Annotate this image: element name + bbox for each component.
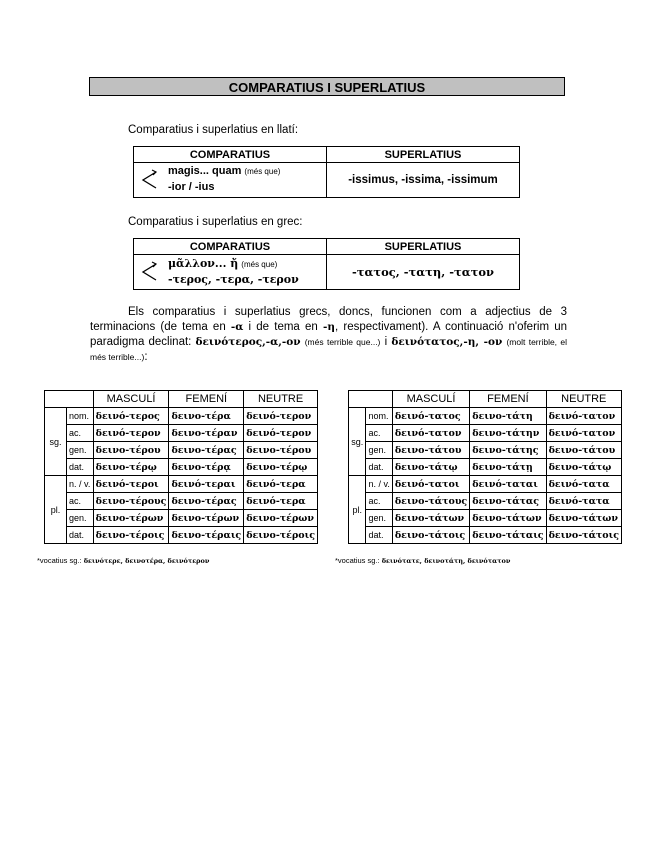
table-row <box>45 510 318 527</box>
case-label: n. / v. <box>366 476 392 493</box>
greek-comparison-table <box>133 238 520 290</box>
case-label: gen. <box>366 442 392 459</box>
form-cell: δεινο-τέρας <box>169 442 244 459</box>
form-cell: δεινό-τερον <box>93 425 169 442</box>
branch-arrow-icon <box>140 169 158 191</box>
case-label: gen. <box>366 510 392 527</box>
table-row <box>349 442 622 459</box>
case-label: dat. <box>366 527 392 544</box>
header-neutre: NEUTRE <box>546 391 621 408</box>
form-cell: δεινο-τέρας <box>169 493 244 510</box>
form-cell: δεινο-τέρῳ <box>93 459 169 476</box>
form-cell: δεινό-τατοι <box>392 476 469 493</box>
form-cell: δεινο-τέρους <box>93 493 169 510</box>
greek-option-b: -τερος, -τερα, -τερον <box>168 273 299 286</box>
form-cell: δεινό-τατα <box>546 476 621 493</box>
form-cell: δεινο-τέρου <box>93 442 169 459</box>
explanation-paragraph: Els comparatius i superlatius grecs, doncs, funcionen com a adjectius de 3 terminacions (de tema en -α i de tema en -η, respectivament). A continuació n'oferim un paradigma declinat: δεινότερος,-α,-ον (més terrible que...) i δεινότατος,-η, -ον (molt terrible, el més terrible...): <box>90 306 568 363</box>
form-cell: δεινο-τάτοις <box>392 527 469 544</box>
case-label: gen. <box>67 510 94 527</box>
table-row <box>349 510 622 527</box>
form-cell: δεινο-τέρῳ <box>244 459 318 476</box>
table-row <box>45 425 318 442</box>
form-cell: δεινο-τάτων <box>546 510 621 527</box>
latin-superlative-cell: -issimus, -issima, -issimum <box>327 163 520 198</box>
case-label: dat. <box>67 527 94 544</box>
form-cell: δεινο-τάτοις <box>546 527 621 544</box>
form-cell: δεινο-τέραν <box>169 425 244 442</box>
superlative-vocative-note: *vocatius sg.: δεινότατε, δεινοτάτη, δεινότατον <box>335 556 511 565</box>
case-label: gen. <box>67 442 94 459</box>
form-cell: δεινό-τεραι <box>169 476 244 493</box>
form-cell: δεινο-τάτων <box>392 510 469 527</box>
table-row <box>45 459 318 476</box>
case-label: ac. <box>366 493 392 510</box>
header-femeni: FEMENÍ <box>169 391 244 408</box>
table-row <box>45 442 318 459</box>
form-cell: δεινο-τάτη <box>470 408 546 425</box>
latin-comparison-table <box>133 146 520 198</box>
header-neutre: NEUTRE <box>244 391 318 408</box>
table-row <box>45 527 318 544</box>
form-cell: δεινο-τέραις <box>169 527 244 544</box>
header-masculi: MASCULÍ <box>392 391 469 408</box>
greek-col-superlatius: SUPERLATIUS <box>327 239 520 255</box>
latin-comparative-cell <box>134 163 327 198</box>
latin-col-comparatius: COMPARATIUS <box>134 147 327 163</box>
table-row <box>349 527 622 544</box>
table-row <box>349 459 622 476</box>
case-label: ac. <box>67 493 94 510</box>
greek-comparative-cell <box>134 255 327 290</box>
table-row <box>45 476 318 493</box>
greek-intro: Comparatius i superlatius en grec: <box>128 216 303 228</box>
form-cell: δεινο-τάτους <box>392 493 469 510</box>
table-row <box>349 476 622 493</box>
case-label: dat. <box>67 459 94 476</box>
greek-option-a: μᾶλλον... ἤ (més que) <box>168 257 278 270</box>
form-cell: δεινο-τάτῃ <box>470 459 546 476</box>
case-label: dat. <box>366 459 392 476</box>
table-row <box>45 493 318 510</box>
case-label: nom. <box>67 408 94 425</box>
form-cell: δεινο-τέροις <box>244 527 318 544</box>
superlative-declension-table <box>348 390 622 544</box>
form-cell: δεινό-ταται <box>470 476 546 493</box>
comparative-vocative-note: *vocatius sg.: δεινότερε, δεινοτέρα, δεινότερον <box>37 556 210 565</box>
form-cell: δεινό-τερα <box>244 493 318 510</box>
latin-option-a: magis... quam (més que) <box>168 165 281 177</box>
latin-option-b: -ior / -ius <box>168 181 215 193</box>
form-cell: δεινο-τάτην <box>470 425 546 442</box>
form-cell: δεινο-τάτας <box>470 493 546 510</box>
form-cell: δεινο-τάτῳ <box>392 459 469 476</box>
branch-arrow-icon <box>140 261 158 283</box>
number-pl: pl. <box>349 476 366 544</box>
corner-cell <box>45 391 94 408</box>
number-sg: sg. <box>349 408 366 476</box>
form-cell: δεινο-τέρᾳ <box>169 459 244 476</box>
form-cell: δεινο-τάτῳ <box>546 459 621 476</box>
latin-intro: Comparatius i superlatius en llatí: <box>128 124 299 136</box>
form-cell: δεινό-τερον <box>244 425 318 442</box>
form-cell: δεινό-τερα <box>244 476 318 493</box>
number-pl: pl. <box>45 476 67 544</box>
form-cell: δεινο-τέρων <box>169 510 244 527</box>
form-cell: δεινο-τέρου <box>244 442 318 459</box>
table-row <box>349 493 622 510</box>
case-label: ac. <box>67 425 94 442</box>
form-cell: δεινό-τατος <box>392 408 469 425</box>
latin-col-superlatius: SUPERLATIUS <box>327 147 520 163</box>
table-row <box>349 425 622 442</box>
form-cell: δεινό-τατον <box>546 408 621 425</box>
form-cell: δεινο-τάτων <box>470 510 546 527</box>
page-title: COMPARATIUS I SUPERLATIUS <box>89 77 565 96</box>
form-cell: δεινό-τατα <box>546 493 621 510</box>
case-label: n. / v. <box>67 476 94 493</box>
form-cell: δεινό-τεροι <box>93 476 169 493</box>
form-cell: δεινο-τέρα <box>169 408 244 425</box>
form-cell: δεινο-τάτου <box>392 442 469 459</box>
number-sg: sg. <box>45 408 67 476</box>
comparative-declension-table <box>44 390 318 544</box>
form-cell: δεινό-τερον <box>244 408 318 425</box>
form-cell: δεινο-τάταις <box>470 527 546 544</box>
form-cell: δεινο-τέρων <box>244 510 318 527</box>
table-row <box>349 408 622 425</box>
case-label: ac. <box>366 425 392 442</box>
table-row <box>45 408 318 425</box>
case-label: nom. <box>366 408 392 425</box>
form-cell: δεινό-τερος <box>93 408 169 425</box>
header-masculi: MASCULÍ <box>93 391 169 408</box>
header-femeni: FEMENÍ <box>470 391 546 408</box>
greek-superlative-cell: -τατος, -τατη, -τατον <box>327 255 520 290</box>
form-cell: δεινο-τέροις <box>93 527 169 544</box>
form-cell: δεινό-τατον <box>546 425 621 442</box>
corner-cell <box>349 391 393 408</box>
greek-col-comparatius: COMPARATIUS <box>134 239 327 255</box>
form-cell: δεινο-τέρων <box>93 510 169 527</box>
form-cell: δεινο-τάτου <box>546 442 621 459</box>
form-cell: δεινό-τατον <box>392 425 469 442</box>
form-cell: δεινο-τάτης <box>470 442 546 459</box>
